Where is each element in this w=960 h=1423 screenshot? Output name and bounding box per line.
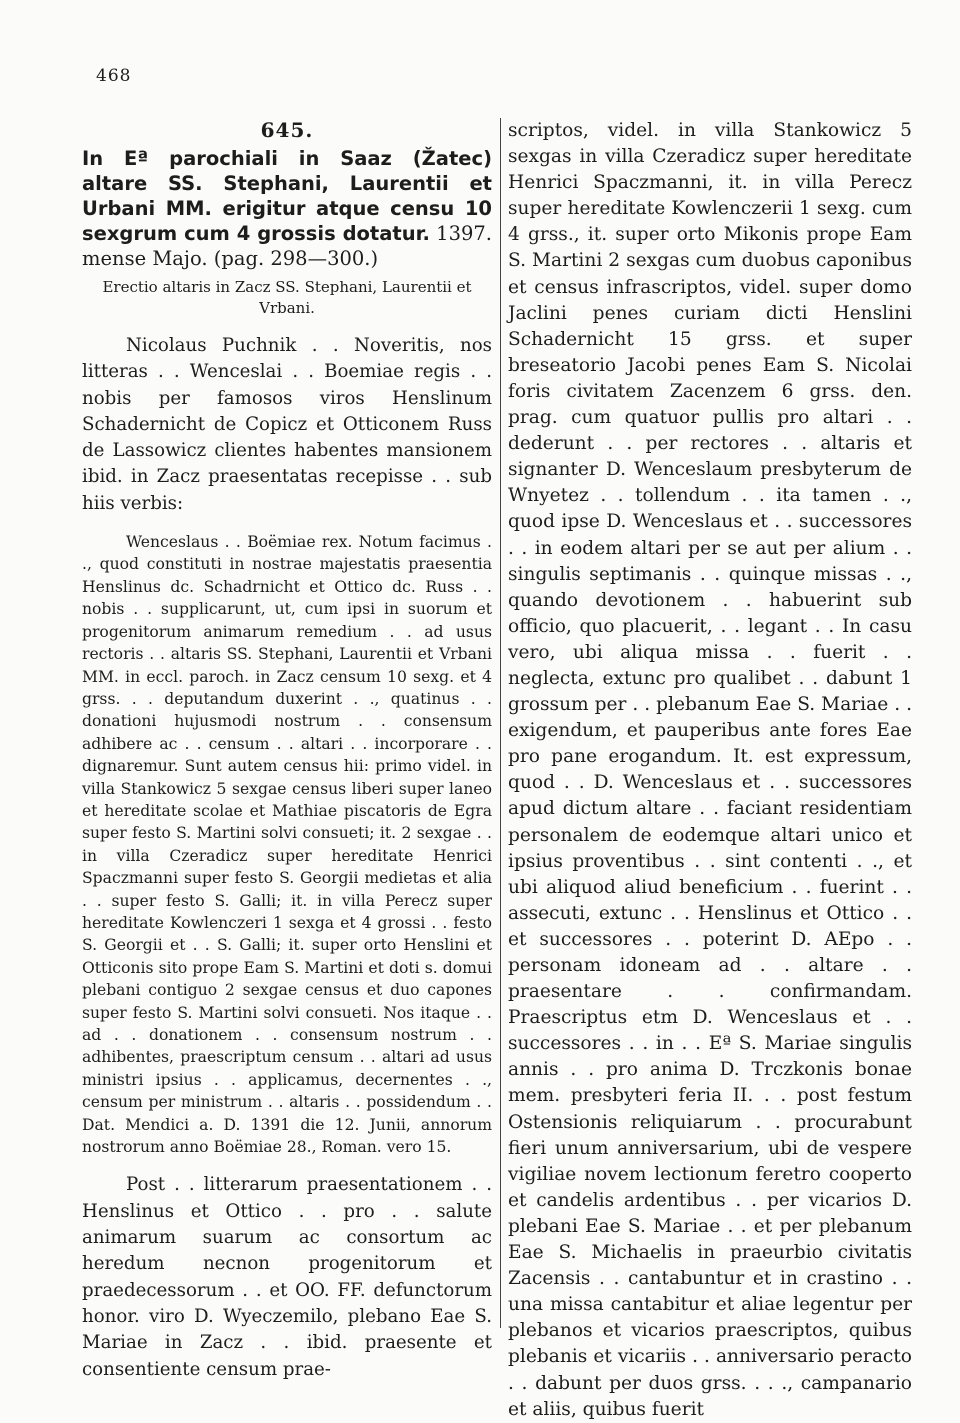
column-divider: [500, 118, 501, 1328]
intro-paragraph: Nicolaus Puchnik . . Noveritis, nos litteras . . Wenceslai . . Boemiae regis . . nobis per famosos viros Henslinum Schadernicht de Copicz et Otticonem Russ de Lassowicz clientes habentes mansionem ibid. in Zacz praesentatas recepisse . . sub hiis verbis:: [82, 335, 492, 514]
spacer: [82, 1158, 492, 1172]
spacer: [82, 517, 492, 531]
heading-date: 1397. mense Majo. (pag. 298—300.): [82, 222, 492, 270]
quoted-charter: Wenceslaus . . Boëmiae rex. Notum facimus . ., quod constituti in nostrae majestatis praesentia Henslinus dc. Schadrnicht et Ottico dc. Russ . . nobis . . supplicarunt, ut, cum ipsi in suorum et progenitorum animarum remedium . . ad usus rectoris . . altaris SS. Stephani, Laurentii et Vrbani MM. in eccl. paroch. in Zacz censum 10 sexg. et 4 grss. . . deputandum duxerint . ., quatinus . . donationi hujusmodi nostrum . . consensum adhibere ac . . censum . . altari . . incorporare . . dignaremur. Sunt autem census hii: primo videl. in villa Stankowicz 5 sexgae census liberi super laneo et hereditate scolae et Mathiae piscatoris de Egra super festo S. Martini solvi consueti; it. 2 sexgae . . in villa Czeradicz super hereditate Henrici Spaczmanni super festo S. Georgii medietas et alia . . super festo S. Galli; it. in villa Perecz super hereditate Kowlenczeri 1 sexga et 4 grossi . . festo S. Georgii et . . S. Galli; it. super orto Henslini et Otticonis sito prope Eam S. Martini et doti s. domui plebani contiguo 2 sexgae census et duo capones super festo S. Martini solvi consueti. Nos itaque . . ad . . donationem . . consensum nostrum . . adhibentes, praescriptum censum . . altari ad usus ministri ipsius . . applicamus, decernentes . ., censum per ministrum . . altaris . . possidendum . . Dat. Mendici a. D. 1391 die 12. Junii, annorum nostrorum anno Boëmiae 28., Roman. vero 15.: [82, 533, 492, 1157]
heading-title: In Eª parochiali in Saaz (Žatec) altare SS. Stephani, Laurentii et Urbani MM. erigitur atque censu 10 sexgrum cum 4 grossis dotatur.: [82, 147, 492, 245]
document-number: 645.: [260, 118, 314, 142]
document-heading: [82, 146, 492, 271]
left-column: [82, 118, 492, 1383]
document-subheading: Erectio altaris in Zacz SS. Stephani, Laurentii et Vrbani.: [102, 278, 472, 317]
page-number: 468: [96, 66, 132, 86]
right-column: [508, 118, 912, 1423]
closing-paragraph: Post . . litterarum praesentationem . . Henslinus et Ottico . . pro . . salute animarum suarum ac consortum ac heredum necnon progenitorum et praedecessorum . . et OO. FF. defunctorum honor. viro D. Wyeczemilo, plebano Eae S. Mariae in Zacz . . ibid. praesente et consentiente censum prae-: [82, 1174, 492, 1380]
continued-text: scriptos, videl. in villa Stankowicz 5 sexgas in villa Czeradicz super hereditate Henrici Spaczmanni, it. in villa Perecz super hereditate Kowlenczerii 1 sexg. cum 4 grss., it. super orto Mikonis prope Eam S. Martini 2 sexgas cum duobus caponibus et census infrascriptos, videl. super domo Jaclini penes curiam dicti Henslini Schadernicht 15 grss. et super breseatorio Jacobi penes Eam S. Nicolai foris civitatem Zacenzem 6 grss. den. prag. cum quatuor pullis pro altari . . dederunt . . per rectores . . altaris et signanter D. Wenceslaum presbyterum de Wnyetez . . tollendum . . ita tamen . ., quod ipse D. Wenceslaus et . . successores . . in eodem altari per se aut per alium . . singulis septimanis . . quinque missas . ., quando devotionem . . habuerint sub officio, quo placuerit, . . legant . . In casu vero, ubi aliqua missa . . fuerit . . neglecta, extunc pro qualibet . . dabunt 1 grossum per . . plebanum Eae S. Mariae . . exigendum, et pauperibus ante fores Eae pro pane erogandum. It. est expressum, quod . . D. Wenceslaus et . . successores apud dictum altare . . faciant residentiam personalem de eodemque altari unico et ipsius proventibus . . sint contenti . ., et ubi aliquod aliud beneficium . . fuerint . . assecuti, extunc . . Henslinus et Ottico . . et successores . . poterint D. AEpo . . personam idoneam ad . . altare . . praesentare . . confirmandam. Praescriptus etm D. Wenceslaus et . . successores . . in . . Eª S. Mariae singulis annis . . pro anima D. Trczkonis bonae mem. presbyteri feria II. . . post festum Ostensionis reliquiarum . . procurabunt fieri unum anniversarium, ubi de vespere vigiliae novem lectionum feretro cooperto et candelis ardentibus . . per vicarios D. plebani Eae S. Mariae . . et per plebanum Eae S. Michaelis in praeurbio civitatis Zacensis . . cantabuntur et in crastino . . una missa cantabitur et aliae legentur per plebanos et vicarios praescriptos, quibus plebanis et vicariis . . anniversario peracto . . dabunt per duos grss. . . ., campanario et aliis, quibus fuerit: [508, 120, 912, 1420]
